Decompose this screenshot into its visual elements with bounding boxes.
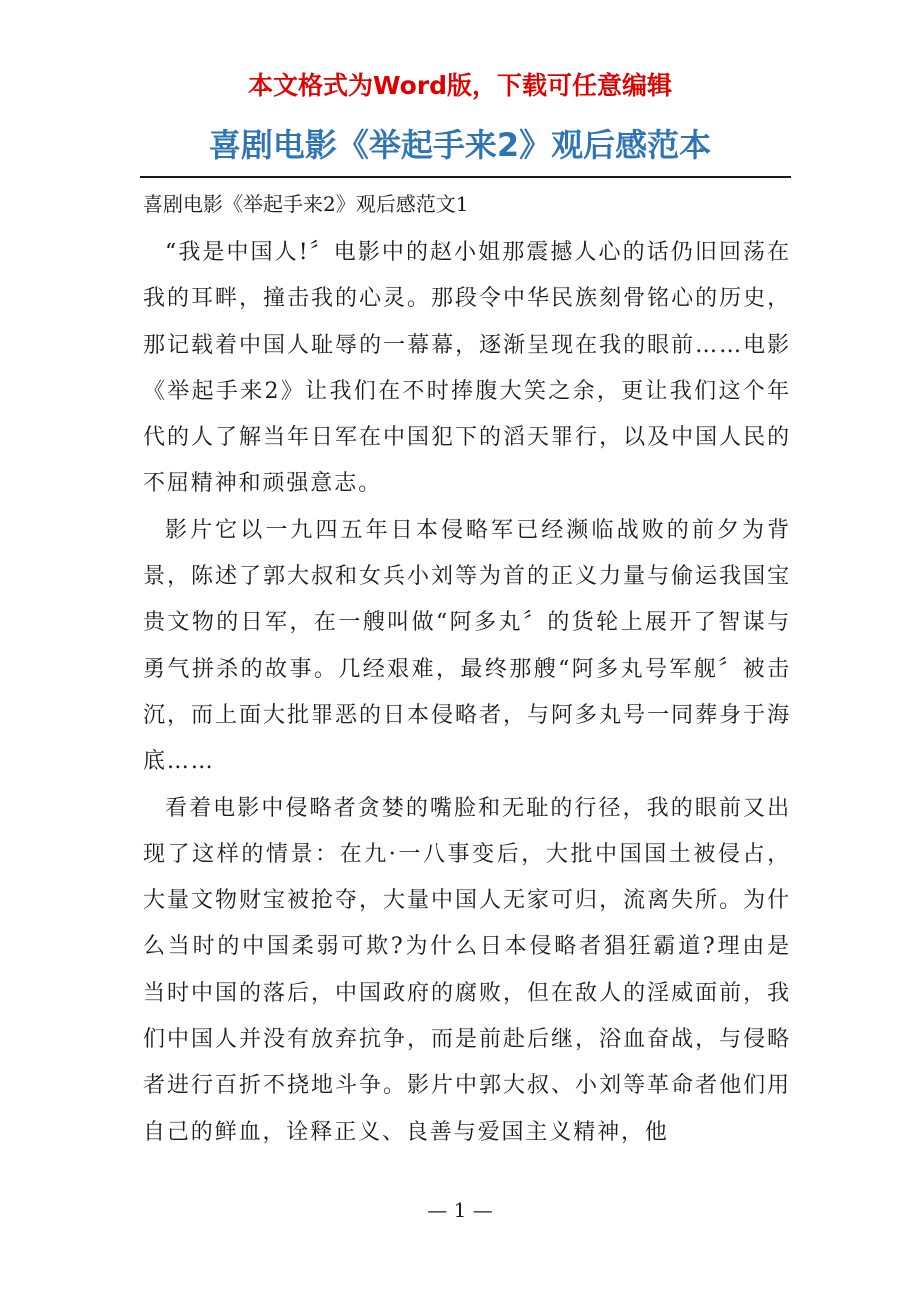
document-body: [143, 230, 791, 1156]
body-paragraph: 看着电影中侵略者贪婪的嘴脸和无耻的行径，我的眼前又出现了这样的情景：在九·一八事变后，大批中国国土被侵占，大量文物财宝被抢夺，大量中国人无家可归，流离失所。为什么当时的中国柔弱可欺?为什么日本侵略者猖狂霸道?理由是当时中国的落后，中国政府的腐败，但在敌人的淫威面前，我们中国人并没有放弃抗争，而是前赴后继，浴血奋战，与侵略者进行百折不挠地斗争。影片中郭大叔、小刘等革命者他们用自己的鲜血，诠释正义、良善与爱国主义精神，他: [143, 795, 791, 1145]
section-subtitle: 喜剧电影《举起手来2》观后感范文1: [143, 192, 469, 216]
document-title: 喜剧电影《举起手来2》观后感范本: [208, 126, 712, 164]
title-divider: [140, 176, 791, 178]
page-number: — 1 —: [427, 1198, 493, 1222]
body-paragraph: 影片它以一九四五年日本侵略军已经濒临战败的前夕为背景，陈述了郭大叔和女兵小刘等为首的正义力量与偷运我国宝贵文物的日军，在一艘叫做“阿多丸〞的货轮上展开了智谋与勇气拼杀的故事。几经艰难，最终那艘“阿多丸号军舰〞被击沉，而上面大批罪恶的日本侵略者，与阿多丸号一同葬身于海底……: [143, 517, 791, 775]
body-paragraph: “我是中国人!〞电影中的赵小姐那震撼人心的话仍旧回荡在我的耳畔，撞击我的心灵。那段令中华民族刻骨铭心的历史，那记载着中国人耻辱的一幕幕，逐渐呈现在我的眼前……电影《举起手来2》让我们在不时捧腹大笑之余，更让我们这个年代的人了解当年日军在中国犯下的滔天罪行，以及中国人民的不屈精神和顽强意志。: [143, 240, 791, 497]
format-notice-banner: 本文格式为Word版，下载可任意编辑: [247, 71, 673, 100]
